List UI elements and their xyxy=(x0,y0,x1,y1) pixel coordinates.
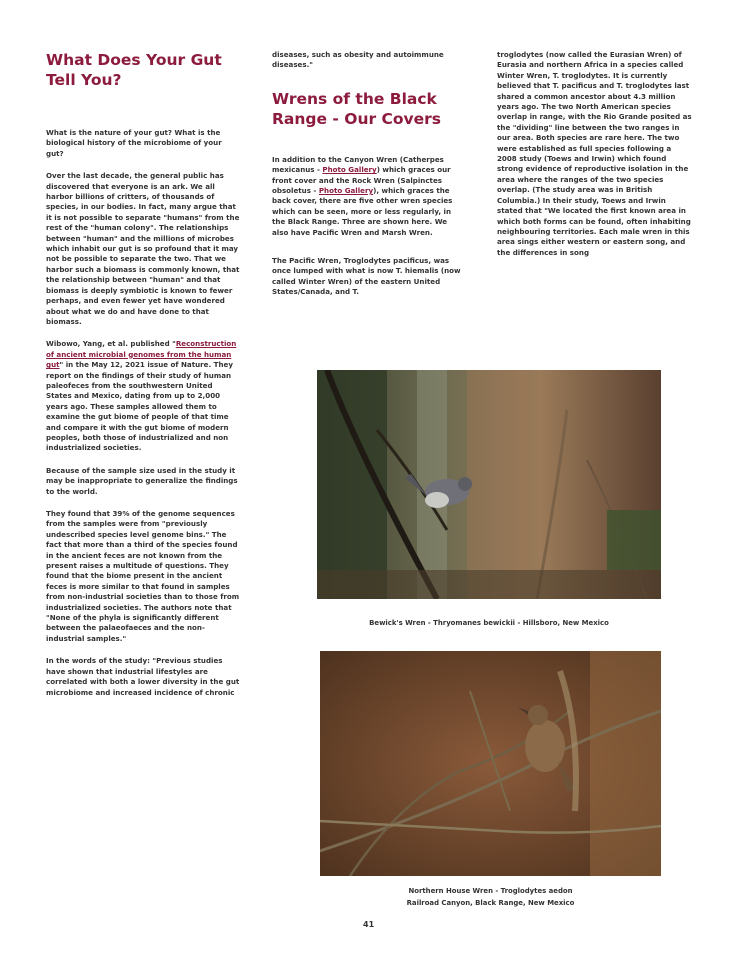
wrens-paragraph-1-b: ) which graces our front cover and the Rock Wren (Salpinctes obsoletus - xyxy=(272,165,451,196)
column-right xyxy=(497,50,693,270)
bewicks-wren-photo xyxy=(317,370,661,599)
wrens-paragraph-1 xyxy=(272,155,464,238)
house-wren-photo xyxy=(320,651,661,876)
column-left xyxy=(46,50,240,710)
canyon-wren-gallery-link[interactable]: Photo Gallery xyxy=(322,165,377,175)
column-middle xyxy=(272,50,464,310)
gut-paragraph-3-start: Wibowo, Yang, et al. published " xyxy=(46,339,176,349)
wrens-paragraph-1-a: In addition to the Canyon Wren (Catherpes mexicanus - xyxy=(272,154,444,175)
gut-paragraph-3 xyxy=(46,339,240,453)
house-wren-image xyxy=(320,651,661,876)
gut-paragraph-6: In the words of the study: "Previous studies have shown that industrial lifestyles are correlated with both a lower diversity in the gut microbiome and increased incidence of chronic xyxy=(46,656,240,697)
gut-paragraph-3-end: " in the May 12, 2021 issue of Nature. They report on the findings of their study of human paleofeces from the southwestern United States and Mexico, dating from up to 2,000 years ago. These samples allowed them to examine the gut biome of people of that time and compare it with the gut biome of modern peoples, both those of industrialized and non industrialized societies. xyxy=(46,360,233,453)
wrens-paragraph-1-c: ), which graces the back cover, there are five other wren species which can be seen, more or less regularly, in the Black Range. Three are shown here. We also have Pacific Wren and Marsh Wren. xyxy=(272,186,453,237)
rock-wren-gallery-link[interactable]: Photo Gallery xyxy=(318,186,374,196)
article-title-gut: What Does Your Gut Tell You? xyxy=(46,51,222,89)
wrens-paragraph-2: The Pacific Wren, Troglodytes pacificus, was once lumped with what is now T. hiemalis (now called Winter Wren) of the eastern United States/Canada, and T. xyxy=(272,256,461,297)
gut-paragraph-2: Over the last decade, the general public has discovered that everyone is an ark. We all harbor billions of critters, of thousands of species, in our bodies. In fact, many argue that it is not possible to separate "humans" from the rest of the "human colony". The relationships between "human" and the millions of microbes which inhabit our gut is so profound that it may not be possible to separate the two. That we harbor such a biomass is commonly known, that the relationship between "human" and that biomass is deeply symbiotic is known to fewer perhaps, and even fewer yet have wondered about what we do and have done to that biomass. xyxy=(46,171,240,326)
gut-paragraph-5: They found that 39% of the genome sequences from the samples were from "previously undescribed species level genome bins." The fact that more than a third of the species found in the ancient feces are not known from the present raises a multitude of questions. They found that the biome present in the ancient feces is more similar to that found in samples from non-industrial societies than to those from industrialized societies. The authors note that "None of the phyla is significantly different between the palaeofaeces and the non-industrial samples." xyxy=(46,509,240,643)
page-number: 41 xyxy=(363,920,375,929)
house-wren-caption-line2: Railroad Canyon, Black Range, New Mexico xyxy=(406,899,575,907)
nature-article-link[interactable]: Reconstruction of ancient microbial genomes from the human gut xyxy=(46,339,237,370)
bewicks-wren-image xyxy=(317,370,661,599)
article-title-wrens: Wrens of the Black Range - Our Covers xyxy=(272,89,442,128)
house-wren-caption-line1: Northern House Wren - Troglodytes aedon xyxy=(408,887,573,895)
bewicks-wren-caption: Bewick's Wren - Thryomanes bewickii - Hillsboro, New Mexico xyxy=(369,619,609,627)
wrens-paragraph-3: troglodytes (now called the Eurasian Wren) of Eurasia and northern Africa in a species called Winter Wren, T. troglodytes. It is currently believed that T. pacificus and T. troglodytes last shared a common ancestor about 4.3 million years ago. The two North American species overlap in range, with the Rio Grande posited as the "dividing" line between the two ranges in our area. Both species are rare here. The two were established as full species following a 2008 study (Toews and Irwin) which found strong evidence of reproductive isolation in the area where the ranges of the two species overlap. (The study area was in British Columbia.) In their study, Toews and Irwin stated that "We located the first known area in which both forms can be found, often inhabiting neighbouring territories. Each male wren in this area sings either western or eastern song, and the differences in song xyxy=(497,50,692,257)
gut-paragraph-continued: diseases, such as obesity and autoimmune diseases." xyxy=(272,50,444,70)
gut-paragraph-1: What is the nature of your gut? What is the biological history of the microbiome of your gut? xyxy=(46,128,222,158)
gut-paragraph-4: Because of the sample size used in the study it may be inappropriate to generalize the findings to the world. xyxy=(46,465,238,496)
